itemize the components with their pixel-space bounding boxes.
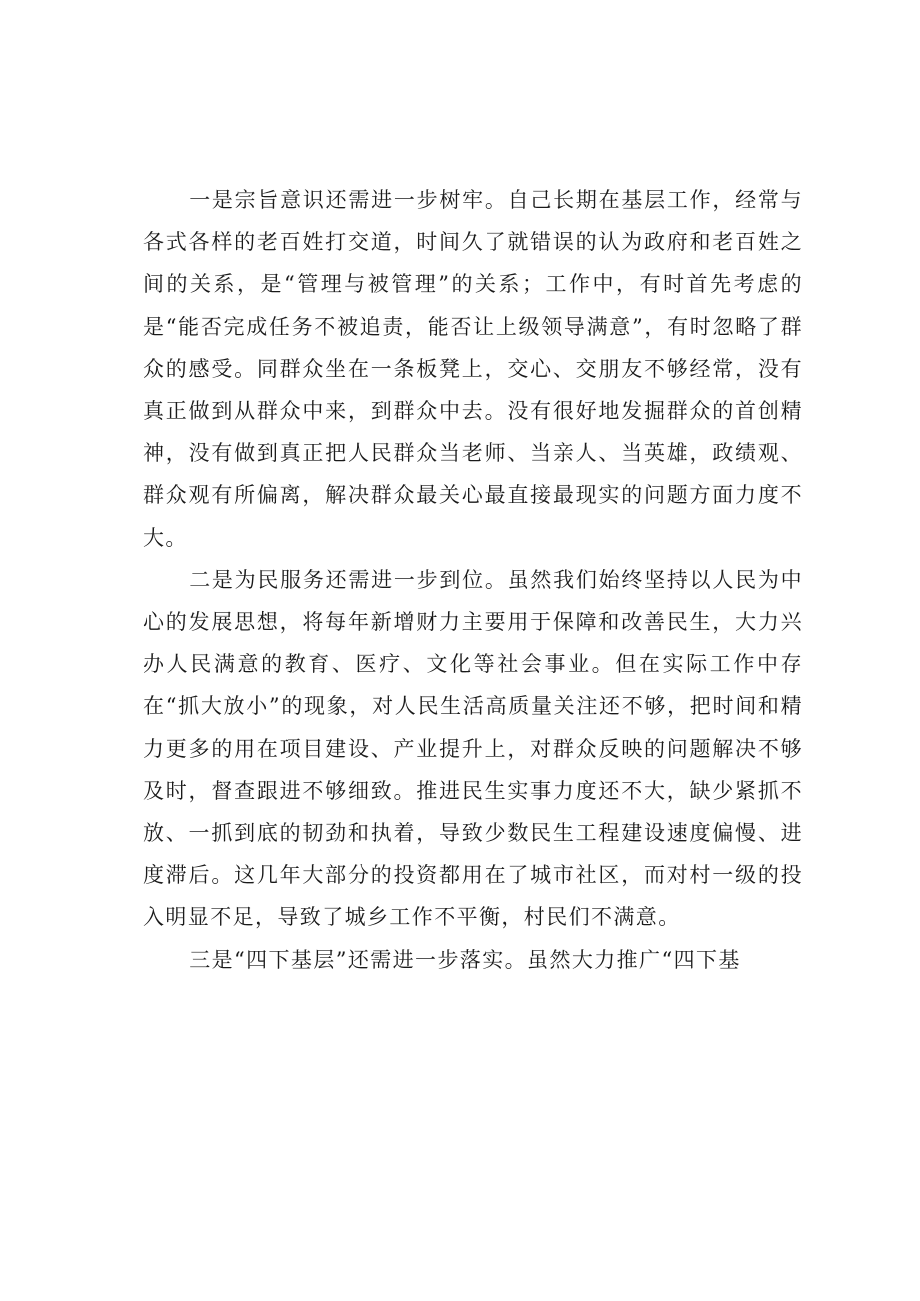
paragraph-2: 二是为民服务还需进一步到位。虽然我们始终坚持以人民为中心的发展思想，将每年新增财力主要用于保障和改善民生，大力兴办人民满意的教育、医疗、文化等社会事业。但在实际工作中存在“抓大放小”的现象，对人民生活高质量关注还不够，把时间和精力更多的用在项目建设、产业提升上，对群众反映的问题解决不够及时，督查跟进不够细致。推进民生实事力度还不大，缺少紧抓不放、一抓到底的韧劲和执着，导致少数民生工程建设速度偏慢、进度滞后。这几年大部分的投资都用在了城市社区，而对村一级的投入明显不足，导致了城乡工作不平衡，村民们不满意。: [143, 567, 803, 930]
paragraph-3: 三是“四下基层”还需进一步落实。虽然大力推广“四下基: [189, 947, 741, 972]
document-body: [143, 179, 803, 981]
paragraph-1: 一是宗旨意识还需进一步树牢。自己长期在基层工作，经常与各式各样的老百姓打交道，时间久了就错误的认为政府和老百姓之间的关系，是“管理与被管理”的关系；工作中，有时首先考虑的是“能否完成任务不被追责，能否让上级领导满意”，有时忽略了群众的感受。同群众坐在一条板凳上，交心、交朋友不够经常，没有真正做到从群众中来，到群众中去。没有很好地发掘群众的首创精神，没有做到真正把人民群众当老师、当亲人、当英雄，政绩观、群众观有所偏离，解决群众最关心最直接最现实的问题方面力度不大。: [143, 188, 803, 550]
